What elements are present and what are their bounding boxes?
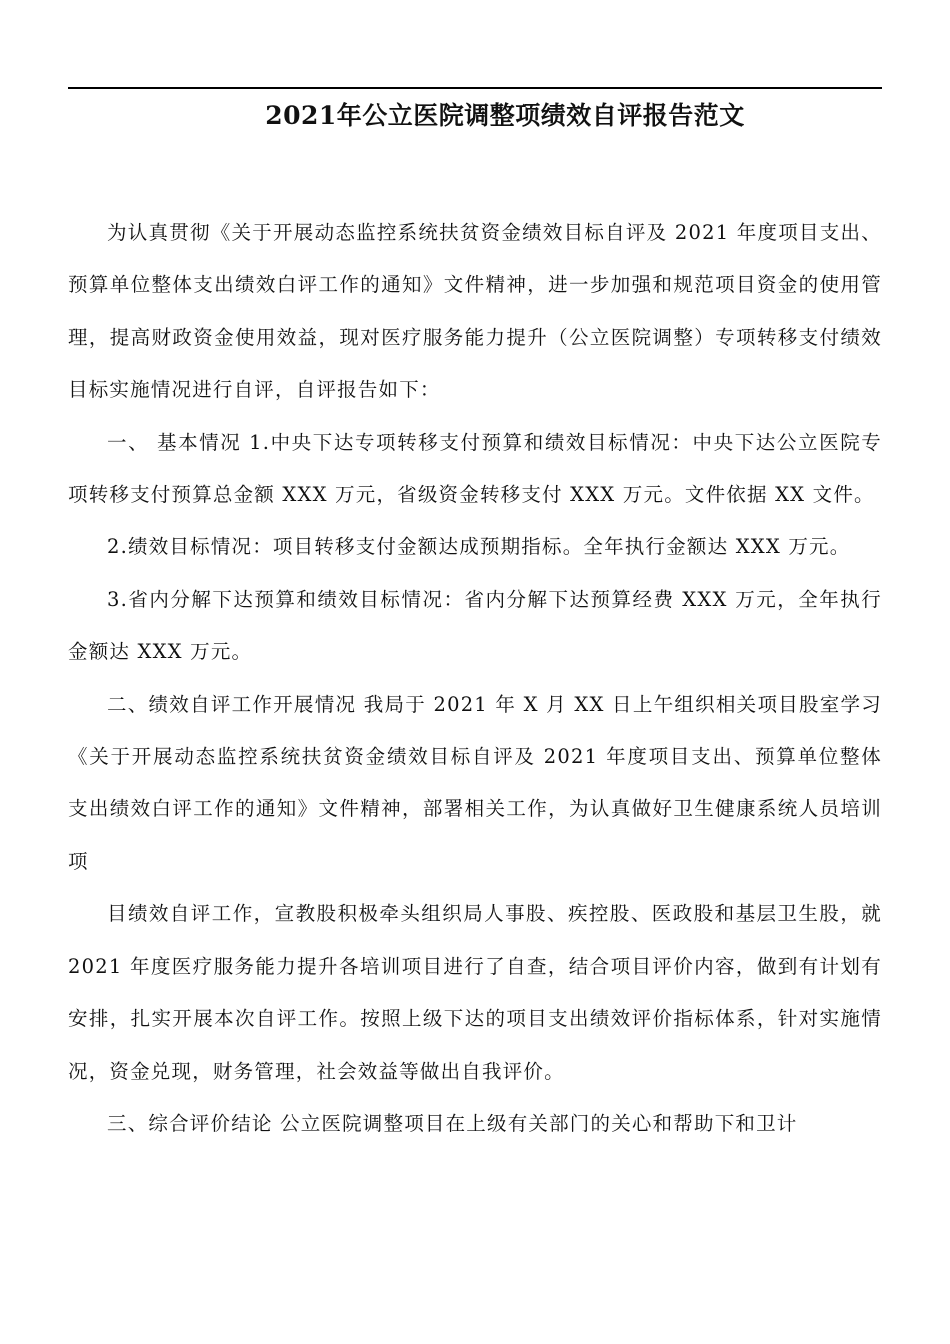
document-title: 2021年公立医院调整项绩效自评报告范文: [265, 101, 745, 130]
paragraph-provincial-budget: 3.省内分解下达预算和绩效目标情况：省内分解下达预算经费 XXX 万元，全年执行金额达 XXX 万元。: [68, 587, 882, 664]
document-body: [68, 207, 882, 1150]
paragraph-performance-target: 2.绩效目标情况：项目转移支付金额达成预期指标。全年执行金额达 XXX 万元。: [107, 535, 851, 559]
paragraph-intro: 为认真贯彻《关于开展动态监控系统扶贫资金绩效目标自评及 2021 年度项目支出、预算单位整体支出绩效白评工作的通知》文件精神，进一步加强和规范项目资金的使用管理，提高财政资金使用效益，现对医疗服务能力提升（公立医院调整）专项转移支付绩效目标实施情况进行自评，自评报告如下：: [68, 221, 882, 402]
header-rule: [68, 87, 882, 89]
paragraph-self-evaluation-continued: 目绩效自评工作，宣教股积极牵头组织局人事股、疾控股、医政股和基层卫生股，就 2021 年度医疗服务能力提升各培训项目进行了自查，结合项目评价内容，做到有计划有安排，扎实开展本次自评工作。按照上级下达的项目支出绩效评价指标体系，针对实施情况，资金兑现，财务管理，社会效益等做出自我评价。: [68, 902, 882, 1083]
paragraph-conclusion: 三、综合评价结论 公立医院调整项目在上级有关部门的关心和帮助下和卫计: [107, 1111, 798, 1135]
paragraph-self-evaluation-work: 二、绩效自评工作开展情况 我局于 2021 年 X 月 XX 日上午组织相关项目股室学习《关于开展动态监控系统扶贫资金绩效目标自评及 2021 年度项目支出、预算单位整体支出绩效白评工作的通知》文件精神，部署相关工作，为认真做好卫生健康系统人员培训项: [68, 692, 882, 873]
paragraph-basic-situation: 一、 基本情况 1.中央下达专项转移支付预算和绩效目标情况：中央下达公立医院专项转移支付预算总金额 XXX 万元，省级资金转移支付 XXX 万元。文件依据 XX 文件。: [68, 430, 882, 507]
